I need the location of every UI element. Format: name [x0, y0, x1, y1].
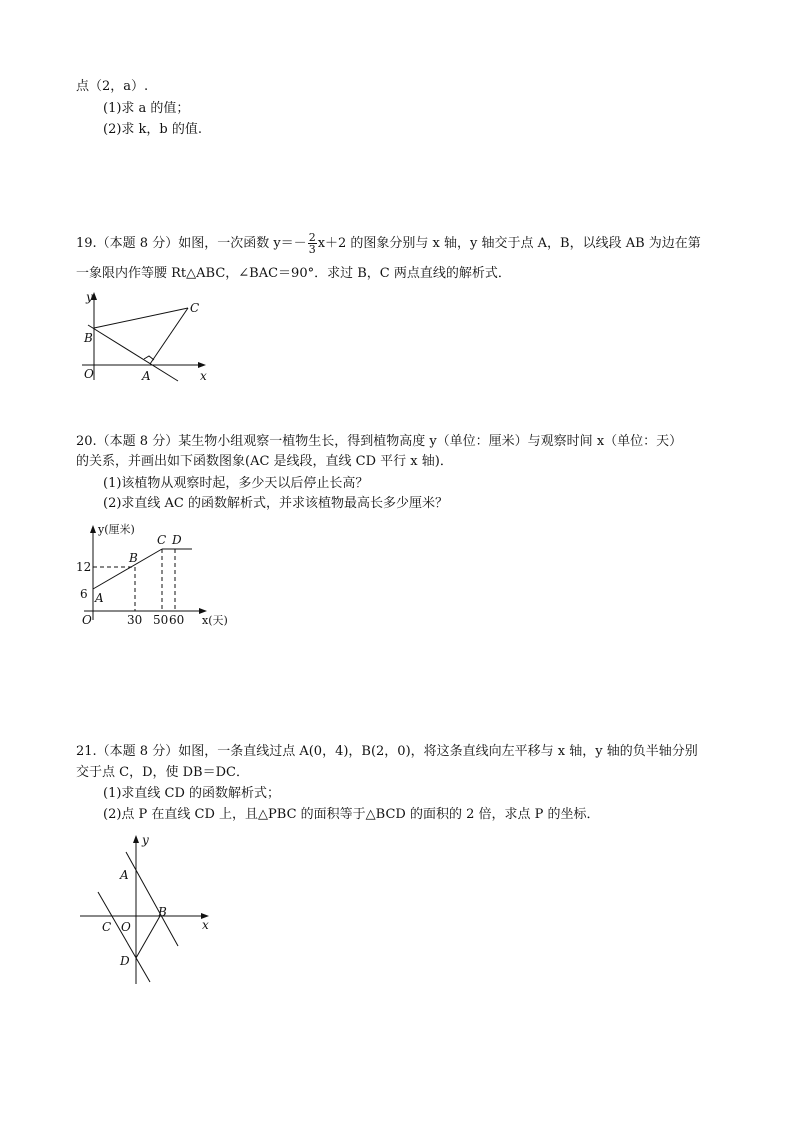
q19-line-ab — [88, 325, 178, 381]
q21-line2: 交于点 C，D，使 DB＝DC． — [76, 765, 249, 780]
q20-label-c: C — [157, 533, 167, 547]
q19-fraction — [308, 232, 317, 255]
q20-line1: 20.（本题 8 分）某生物小组观察一植物生长，得到植物高度 y（单位：厘米）与观察时间 x（单位：天） — [76, 434, 683, 449]
q19-frac-num: 2 — [308, 231, 316, 244]
q21-line-cd — [98, 892, 150, 982]
q19-segment-bc — [94, 308, 188, 328]
q19-label-y: y — [86, 290, 93, 304]
q21-label-c: C — [102, 920, 112, 934]
q21-part1: (1)求直线 CD 的函数解析式； — [103, 786, 281, 801]
q19-line2: 一象限内作等腰 Rt△ABC，∠BAC＝90°．求过 B，C 两点直线的解析式． — [76, 266, 511, 281]
q19-right-angle-mark — [144, 356, 154, 360]
q21-label-b: B — [158, 905, 167, 919]
q19-label-o: O — [84, 367, 94, 381]
q19-figure — [78, 288, 218, 388]
q20-axis-label-x: x(天) — [202, 614, 228, 627]
q18-part1: (1)求 a 的值； — [103, 101, 190, 116]
q20-tick-60: 60 — [169, 613, 185, 627]
q20-label-o: O — [82, 613, 92, 627]
q20-part1: (1)该植物从观察时起，多少天以后停止长高？ — [103, 476, 369, 491]
q21-figure — [74, 828, 224, 988]
q21-line-ab — [126, 852, 178, 946]
q19-label-c: C — [190, 301, 200, 315]
q20-tick-50: 50 — [153, 613, 169, 627]
q20-line2: 的关系，并画出如下函数图象(AC 是线段，直线 CD 平行 x 轴)． — [76, 454, 453, 469]
q20-label-d: D — [172, 533, 182, 547]
q21-y-arrow — [133, 835, 139, 843]
q20-tick-12: 12 — [76, 560, 92, 574]
q19-frac-den: 3 — [308, 243, 316, 256]
q21-part2: (2)点 P 在直线 CD 上，且△PBC 的面积等于△BCD 的面积的 2 倍，求点 P 的坐标． — [103, 807, 600, 822]
q21-label-a: A — [120, 868, 129, 882]
q19-x-arrow — [198, 362, 206, 368]
q20-part2: (2)求直线 AC 的函数解析式，并求该植物最高长多少厘米？ — [103, 496, 449, 511]
q20-figure — [74, 520, 244, 630]
q19-line1 — [76, 232, 701, 255]
q21-line1: 21.（本题 8 分）如图，一条直线过点 A(0，4)，B(2，0)，将这条直线向左平移与 x 轴，y 轴的负半轴分别 — [76, 744, 698, 759]
q19-label-x: x — [200, 369, 207, 383]
q21-label-y: y — [142, 833, 149, 847]
q20-label-b: B — [129, 551, 138, 565]
q19-label-a: A — [142, 369, 151, 383]
q19-text-b: x＋2 的图象分别与 x 轴，y 轴交于点 A，B，以线段 AB 为边在第 — [317, 236, 701, 251]
q21-segment-db — [136, 916, 160, 958]
q21-label-d: D — [120, 954, 130, 968]
q20-segment-ac — [93, 549, 162, 589]
q18-line1: 点（2，a）. — [76, 79, 149, 94]
q20-tick-30: 30 — [127, 613, 143, 627]
q20-tick-6: 6 — [80, 587, 88, 601]
q20-label-a: A — [95, 591, 104, 605]
q18-part2: (2)求 k，b 的值. — [103, 122, 203, 137]
q21-label-o: O — [121, 920, 131, 934]
q20-y-arrow — [90, 525, 96, 533]
q19-segment-ca — [150, 308, 188, 364]
q19-text-a: 19.（本题 8 分）如图，一次函数 y＝－ — [76, 236, 307, 251]
q20-axis-label-y: y(厘米) — [98, 523, 135, 536]
q21-label-x: x — [202, 918, 209, 932]
q19-label-b: B — [84, 331, 93, 345]
